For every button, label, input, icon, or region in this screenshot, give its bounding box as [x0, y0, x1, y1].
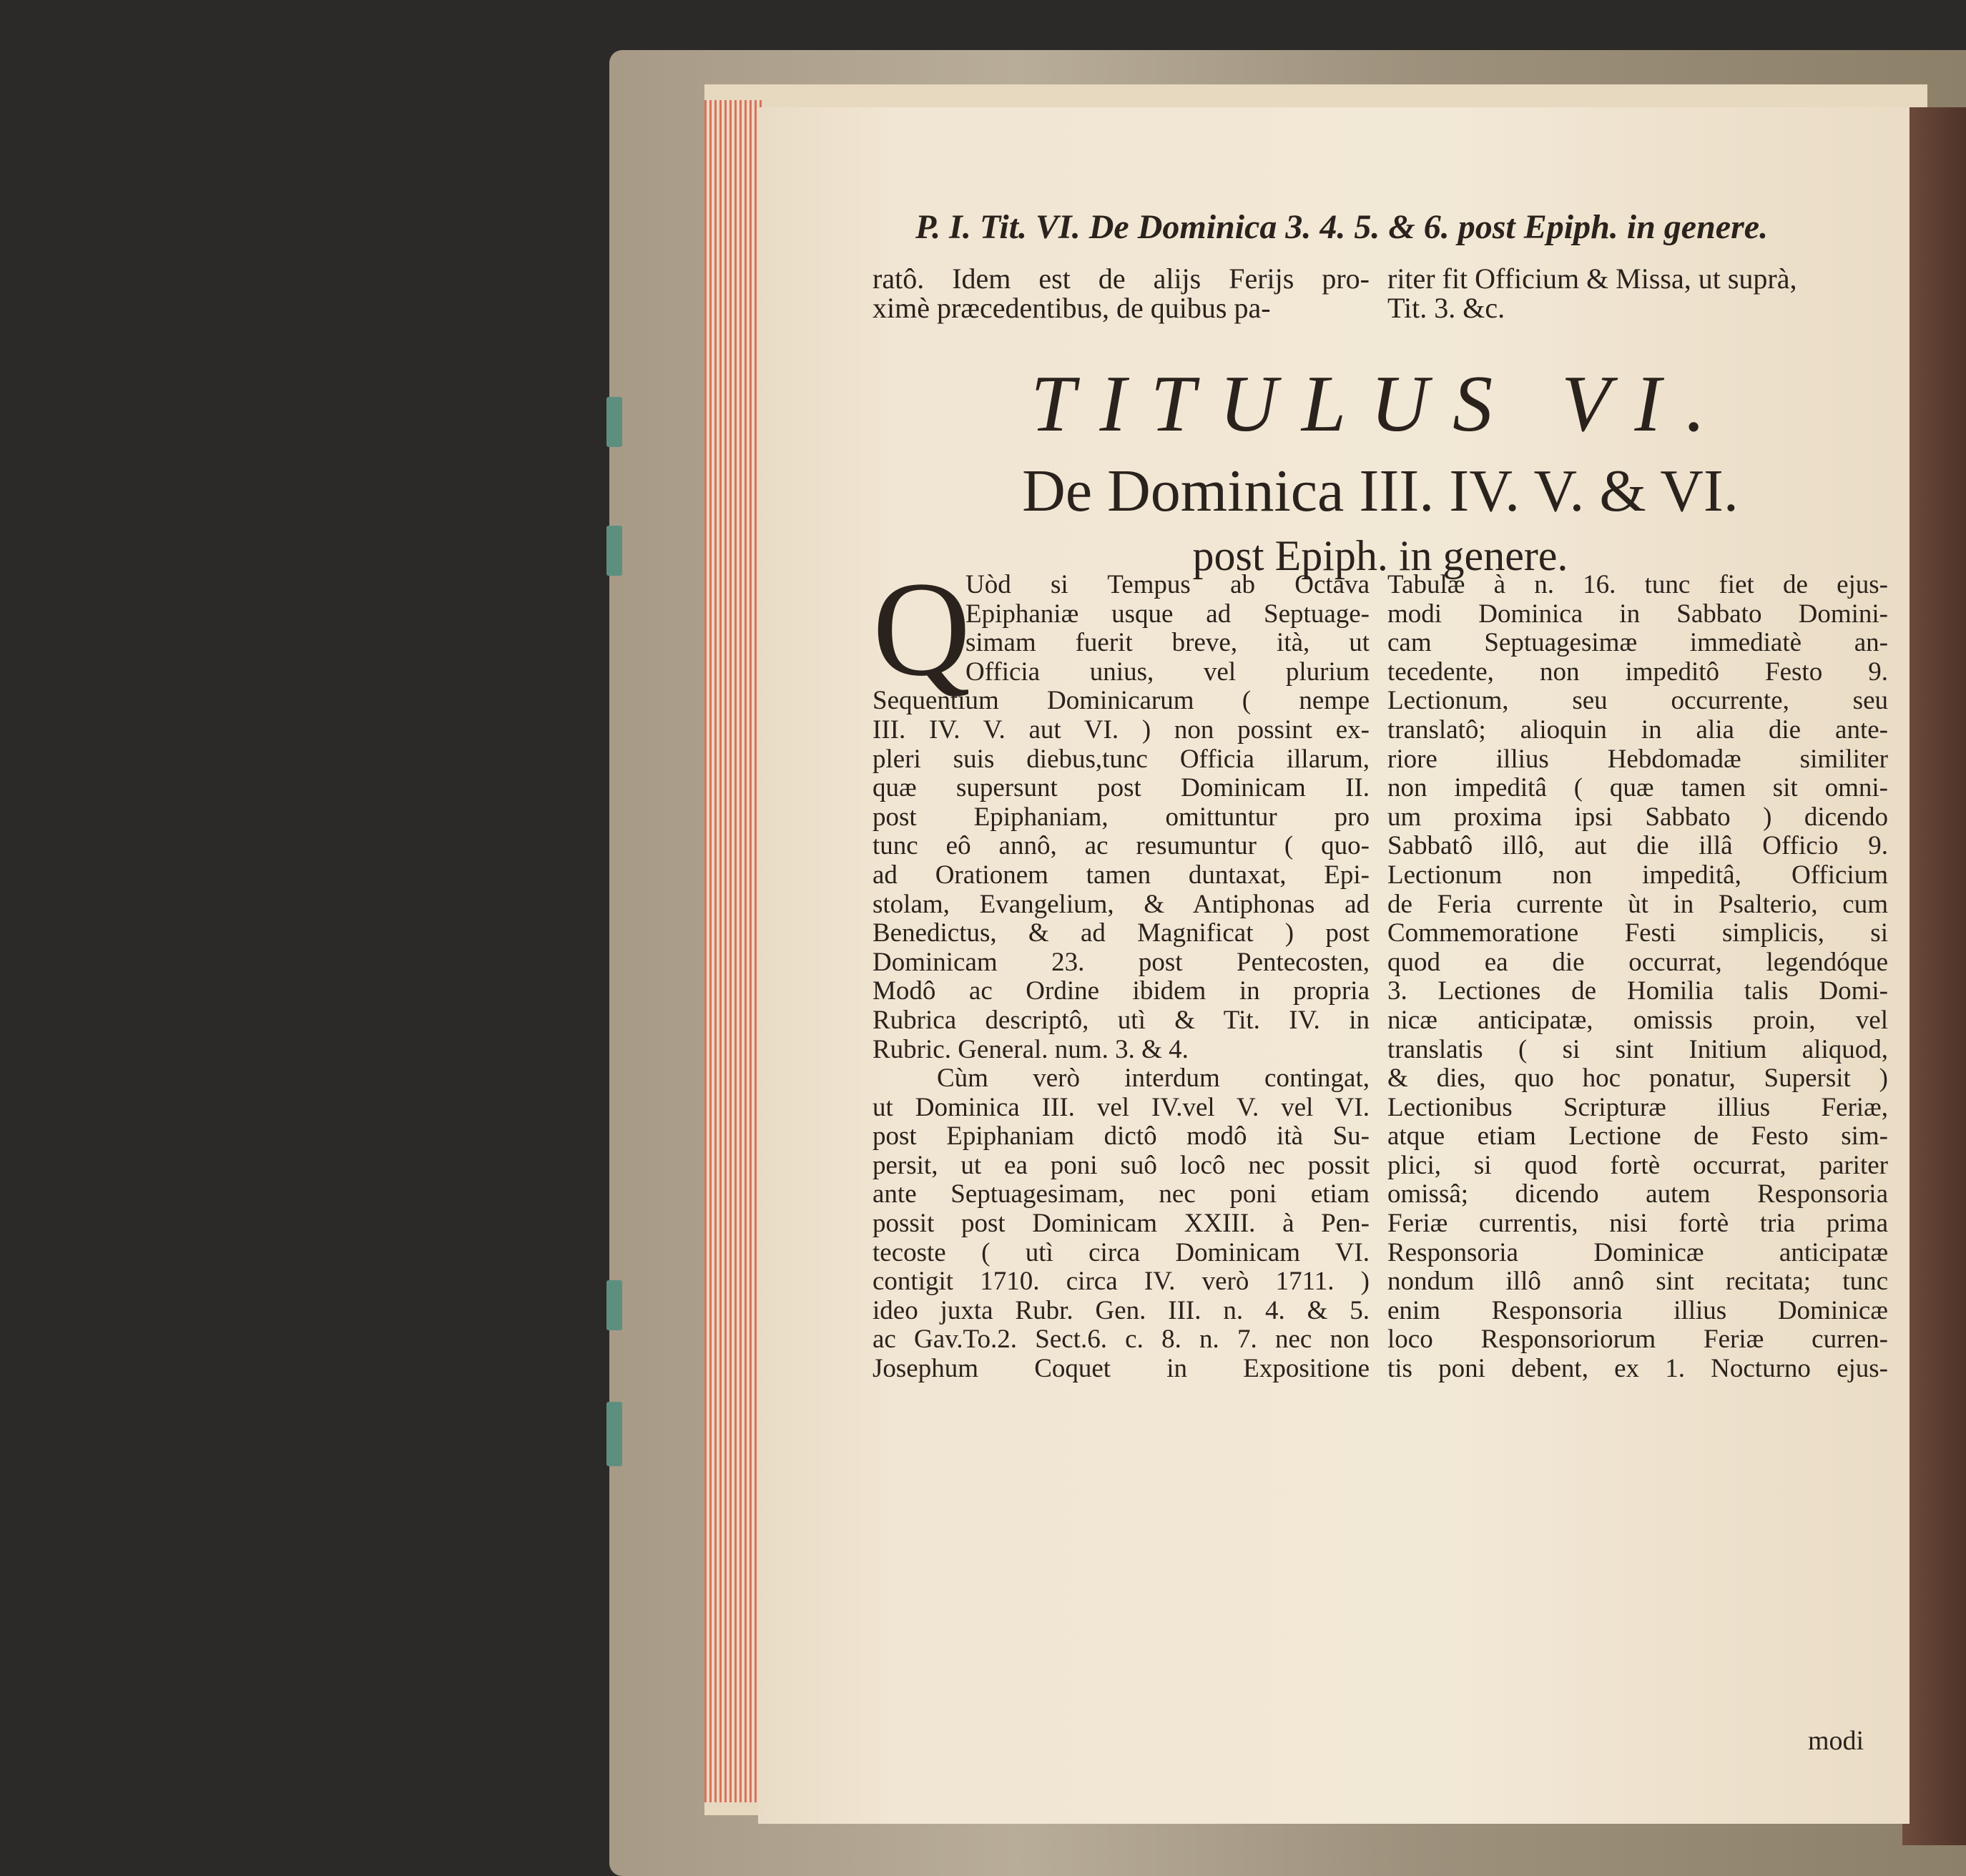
text-line: ideo juxta Rubr. Gen. III. n. 4. & 5. [873, 1295, 1370, 1325]
text-line: quod ea die occurrat, legendóque [1387, 947, 1888, 977]
text-line: Dominicam 23. post Pentecosten, [873, 947, 1370, 977]
title-dominica: De Dominica III. IV. V. & VI. [1022, 458, 1739, 524]
text-line: & dies, quo hoc ponatur, Supersit ) [1387, 1064, 1888, 1094]
text-line: ante Septuagesimam, nec poni etiam [873, 1179, 1370, 1209]
text-line: Officia unius, vel plurium [965, 657, 1370, 687]
running-head: P. I. Tit. VI. De Dominica 3. 4. 5. & 6. post Epiph. in genere. [915, 208, 1769, 246]
text-line: Rubrica descriptô, utì & Tit. IV. in [873, 1005, 1370, 1035]
drop-cap: Q [873, 554, 971, 704]
text-line: atque etiam Lectione de Festo sim- [1387, 1121, 1888, 1151]
title-titulus: TITULUS VI. [1031, 360, 1730, 448]
text-line: tis poni debent, ex 1. Nocturno ejus- [1387, 1354, 1888, 1384]
text-line: Commemoratione Festi simplicis, si [1387, 918, 1888, 948]
text-line: Rubric. General. num. 3. & 4. [873, 1034, 1189, 1064]
text-line: cam Septuagesimæ immediatè an- [1387, 628, 1888, 658]
text-line: Modô ac Ordine ibidem in propria [873, 976, 1370, 1006]
text-line: Lectionum non impeditâ, Officium [1387, 860, 1888, 890]
text-line: 3. Lectiones de Homilia talis Domi- [1387, 976, 1888, 1006]
text-line: Feriæ currentis, nisi fortè tria prima [1387, 1209, 1888, 1239]
intro-right-column [1387, 262, 1884, 324]
clasp-upper-mid [606, 526, 622, 576]
text-line: Cùm verò interdum contingat, [937, 1064, 1370, 1094]
text-line: Lectionibus Scripturæ illius Feriæ, [1387, 1092, 1888, 1122]
clasp-top [606, 397, 622, 447]
text-line: contigit 1710. circa IV. verò 1711. ) [873, 1267, 1370, 1297]
text-line: stolam, Evangelium, & Antiphonas ad [873, 889, 1370, 919]
text-line: persit, ut ea poni suô locô nec possit [873, 1150, 1370, 1180]
text-line: Uòd si Tempus ab Octava [965, 570, 1370, 599]
text-line: tunc eô annô, ac resumuntur ( quo- [873, 831, 1370, 861]
text-line: post Epiphaniam dictô modô ità Su- [873, 1121, 1370, 1151]
text-line: Sequentium Dominicarum ( nempe [873, 686, 1370, 716]
clasp-bottom [606, 1402, 622, 1466]
text-line: quæ supersunt post Dominicam II. [873, 773, 1370, 803]
intro-right-line: Tit. 3. &c. [1387, 291, 1505, 324]
text-line: pleri suis diebus,tunc Officia illarum, [873, 744, 1370, 774]
catchword: modi [1808, 1726, 1864, 1756]
text-line: ut Dominica III. vel IV.vel V. vel VI. [873, 1092, 1370, 1122]
text-line: Lectionum, seu occurrente, seu [1387, 686, 1888, 716]
text-line: Sabbatô illô, aut die illâ Officio 9. [1387, 831, 1888, 861]
text-line: tecoste ( utì circa Dominicam VI. [873, 1237, 1370, 1267]
title-subtitle: post Epiph. in genere. [1192, 532, 1568, 579]
text-line: de Feria currente ùt in Psalterio, cum [1387, 889, 1888, 919]
text-line: ad Orationem tamen duntaxat, Epi- [873, 860, 1370, 890]
text-line: non impeditâ ( quæ tamen sit omni- [1387, 773, 1888, 803]
left-text-column [873, 554, 1370, 1384]
intro-left-line: ratô. Idem est de alijs Ferijs pro- [873, 262, 1370, 295]
clasp-lower-mid [606, 1280, 622, 1330]
text-line: Josephum Coquet in Expositione [873, 1354, 1370, 1384]
red-page-edges [704, 100, 762, 1802]
text-line: possit post Dominicam XXIII. à Pen- [873, 1209, 1370, 1239]
text-line: modi Dominica in Sabbato Domini- [1387, 599, 1888, 629]
facing-page-edge [1902, 107, 1966, 1845]
text-line: Responsoria Dominicæ anticipatæ [1387, 1237, 1888, 1267]
intro-left-line: ximè præcedentibus, de quibus pa- [873, 291, 1271, 324]
text-line: simam fuerit breve, ità, ut [965, 628, 1370, 658]
book-page [758, 107, 1910, 1824]
text-line: ac Gav.To.2. Sect.6. c. 8. n. 7. nec non [873, 1325, 1370, 1355]
right-text-column [1387, 571, 1888, 1384]
text-line: tecedente, non impeditô Festo 9. [1387, 657, 1888, 687]
text-line: Benedictus, & ad Magnificat ) post [873, 918, 1370, 948]
title-block [873, 361, 1888, 581]
intro-right-line: riter fit Officium & Missa, ut suprà, [1387, 262, 1797, 295]
text-line: post Epiphaniam, omittuntur pro [873, 802, 1370, 832]
text-line: nicæ anticipatæ, omissis proin, vel [1387, 1005, 1888, 1035]
text-line: Epiphaniæ usque ad Septuage- [965, 599, 1370, 629]
text-line: plici, si quod fortè occurrat, pariter [1387, 1150, 1888, 1180]
text-line: um proxima ipsi Sabbato ) dicendo [1387, 802, 1888, 832]
text-line: loco Responsoriorum Feriæ curren- [1387, 1325, 1888, 1355]
text-line: riore illius Hebdomadæ similiter [1387, 744, 1888, 774]
text-line: III. IV. V. aut VI. ) non possint ex- [873, 714, 1370, 745]
text-line: Tabulæ à n. 16. tunc fiet de ejus- [1387, 570, 1888, 599]
text-line: translatis ( si sint Initium aliquod, [1387, 1034, 1888, 1064]
text-line: translatô; alioquin in alia die ante- [1387, 714, 1888, 745]
text-line: nondum illô annô sint recitata; tunc [1387, 1267, 1888, 1297]
intro-left-column [873, 262, 1370, 324]
text-line: enim Responsoria illius Dominicæ [1387, 1295, 1888, 1325]
text-line: omissâ; dicendo autem Responsoria [1387, 1179, 1888, 1209]
